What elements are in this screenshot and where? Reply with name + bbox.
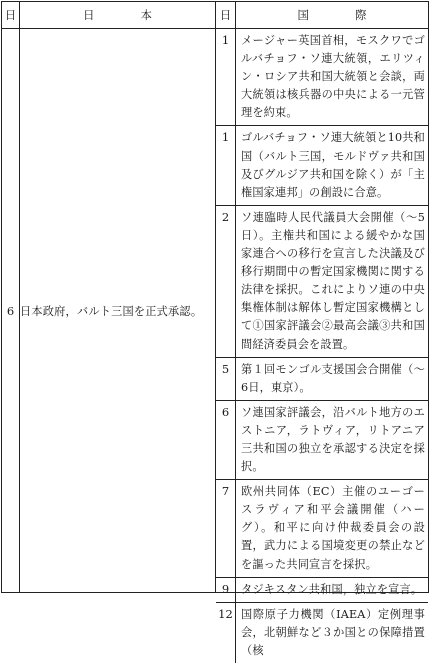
intl-entry: [216, 401, 428, 480]
intl-entry-text: ソ連臨時人民代議員大会開催（～5日）。主権共和国による緩やかな国家連合への移行を宣言した決議及び移行期間中の暫定国家機関に関する法律を採択。これによりソ連の中央集権体制は解体し暫定国家機構として①国家評議会②最高会議③共和国間経済委員会を設置。: [241, 210, 425, 351]
intl-entry-text: 国際原子力機関（IAEA）定例理事会，北朝鮮など３か国との保障措置（核: [241, 607, 425, 657]
intl-entry: [216, 358, 428, 401]
header-day-intl: 日: [216, 2, 236, 29]
intl-entry: [216, 29, 428, 126]
entry-list: [216, 29, 428, 657]
intl-entry: [216, 578, 428, 603]
intl-entry: [216, 126, 428, 205]
body-row: [2, 29, 429, 593]
intl-entry: [216, 603, 428, 663]
intl-entry: [216, 480, 428, 577]
header-row: [2, 2, 429, 29]
header-japan: 日 本: [20, 2, 216, 29]
header-day-japan: 日: [2, 2, 20, 29]
intl-entry-text: ソ連国家評議会，沿バルト地方のエストニア，ラトヴィア，リトアニア三共和国の独立を承認する決定を採択。: [241, 405, 425, 474]
intl-entry-text: メージャー英国首相，モスクワでゴルバチョフ・ソ連大統領，エリツィン・ロシア共和国大統領と会談，両大統領は核兵器の中央による一元管理を約束。: [241, 34, 425, 120]
intl-entry-day: 5: [216, 358, 236, 400]
intl-entry-day: 7: [216, 480, 236, 576]
intl-entry-day: 1: [216, 29, 236, 125]
intl-entry-day: 9: [216, 578, 236, 602]
intl-entry-text: タジキスタン共和国，独立を宣言。: [241, 582, 423, 596]
intl-entry-day: 2: [216, 206, 236, 357]
intl-entry-day: 1: [216, 126, 236, 204]
intl-entry-day: 6: [216, 401, 236, 479]
japan-day: 6: [2, 29, 20, 593]
intl-entry-text: ゴルバチョフ・ソ連大統領と10共和国（バルト三国，モルドヴァ共和国及びグルジア共和国を除く）が「主権国家連邦」の創設に合意。: [241, 131, 425, 199]
intl-entry-day: 12: [216, 603, 236, 663]
japan-event: 日本政府，バルト三国を正式承認。: [20, 29, 216, 593]
international-events: [216, 29, 429, 657]
intl-entry-text: 欧州共同体（EC）主催のユーゴースラヴィア和平会議開催（ハーグ）。和平に向け仲裁委員会の設置，武力による国境変更の禁止などを謳った共同宣言を採択。: [241, 485, 425, 571]
intl-entry: [216, 206, 428, 358]
chronology-table: [1, 1, 429, 657]
header-international: 国 際: [236, 2, 429, 29]
intl-entry-text: 第１回モンゴル支援国会合開催（～6日，東京）。: [241, 362, 425, 394]
